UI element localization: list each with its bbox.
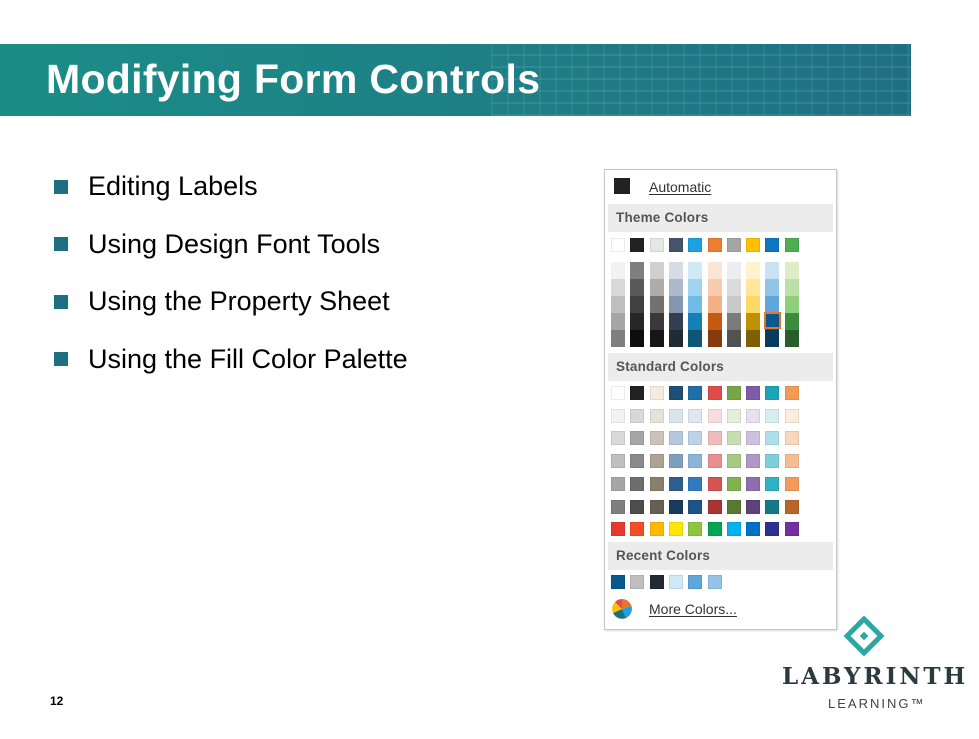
- bullet-text: Editing Labels: [88, 171, 258, 202]
- standard-color-swatch[interactable]: [708, 522, 722, 536]
- standard-color-swatch[interactable]: [785, 477, 799, 491]
- standard-color-swatch[interactable]: [611, 522, 625, 536]
- bullet-item: [54, 331, 408, 389]
- theme-shade-swatch[interactable]: [688, 296, 702, 313]
- theme-shade-swatch[interactable]: [630, 330, 644, 347]
- theme-shade-swatch[interactable]: [611, 330, 625, 347]
- standard-color-swatch[interactable]: [727, 477, 741, 491]
- standard-color-swatch[interactable]: [611, 500, 625, 514]
- selected-swatch-highlight: [764, 312, 781, 329]
- standard-color-swatch[interactable]: [688, 454, 702, 468]
- standard-colors-header: [608, 353, 833, 381]
- standard-color-swatch[interactable]: [785, 454, 799, 468]
- standard-color-swatch[interactable]: [688, 522, 702, 536]
- standard-color-swatch[interactable]: [746, 522, 760, 536]
- theme-shade-swatch[interactable]: [650, 330, 664, 347]
- automatic-color-option[interactable]: [605, 170, 836, 204]
- theme-shade-swatch[interactable]: [765, 279, 779, 296]
- recent-color-swatch[interactable]: [611, 575, 625, 589]
- maze-pattern: [491, 44, 911, 116]
- bullet-item: [54, 273, 408, 331]
- recent-color-swatch[interactable]: [669, 575, 683, 589]
- bullet-text: Using Design Font Tools: [88, 228, 381, 259]
- standard-color-swatch[interactable]: [630, 522, 644, 536]
- slide-title: Modifying Form Controls: [46, 56, 541, 102]
- standard-color-swatch[interactable]: [765, 431, 779, 445]
- recent-colors-label: Recent Colors: [616, 548, 711, 563]
- standard-color-swatch[interactable]: [630, 454, 644, 468]
- standard-color-swatch[interactable]: [650, 409, 664, 423]
- theme-color-swatch[interactable]: [611, 238, 625, 252]
- standard-color-swatch[interactable]: [746, 454, 760, 468]
- theme-shade-swatch[interactable]: [630, 313, 644, 330]
- standard-color-swatch[interactable]: [765, 409, 779, 423]
- color-wheel-icon: [612, 599, 632, 619]
- theme-colors-header: [608, 204, 833, 232]
- standard-color-swatch[interactable]: [708, 477, 722, 491]
- theme-shade-swatch[interactable]: [765, 330, 779, 347]
- automatic-label: Automatic: [649, 179, 712, 195]
- standard-color-swatch[interactable]: [746, 431, 760, 445]
- theme-shade-swatch[interactable]: [746, 279, 760, 296]
- bullet-square-icon: [54, 237, 68, 251]
- theme-color-swatch[interactable]: [727, 238, 741, 252]
- standard-color-swatch[interactable]: [688, 386, 702, 400]
- theme-shade-swatch[interactable]: [727, 279, 741, 296]
- standard-color-swatch[interactable]: [669, 431, 683, 445]
- standard-color-swatch[interactable]: [650, 522, 664, 536]
- bullet-text: Using the Fill Color Palette: [88, 343, 408, 374]
- theme-color-swatch[interactable]: [746, 238, 760, 252]
- theme-shade-swatch[interactable]: [688, 330, 702, 347]
- standard-color-swatch[interactable]: [611, 477, 625, 491]
- standard-color-swatch[interactable]: [727, 500, 741, 514]
- theme-color-swatch[interactable]: [708, 238, 722, 252]
- standard-color-swatch[interactable]: [785, 500, 799, 514]
- theme-shade-swatch[interactable]: [611, 296, 625, 313]
- recent-color-swatch[interactable]: [688, 575, 702, 589]
- theme-shade-swatch[interactable]: [611, 279, 625, 296]
- standard-color-swatch[interactable]: [669, 500, 683, 514]
- theme-shade-swatch[interactable]: [630, 262, 644, 279]
- standard-color-swatch[interactable]: [785, 431, 799, 445]
- recent-color-swatch[interactable]: [708, 575, 722, 589]
- standard-color-swatch[interactable]: [630, 431, 644, 445]
- standard-color-swatch[interactable]: [611, 431, 625, 445]
- theme-shade-swatch[interactable]: [785, 313, 799, 330]
- theme-shade-swatch[interactable]: [650, 296, 664, 313]
- bullet-square-icon: [54, 180, 68, 194]
- theme-color-swatch[interactable]: [650, 238, 664, 252]
- standard-color-swatch[interactable]: [765, 454, 779, 468]
- standard-color-swatch[interactable]: [688, 431, 702, 445]
- standard-color-swatch[interactable]: [727, 386, 741, 400]
- theme-shade-swatch[interactable]: [727, 330, 741, 347]
- standard-color-swatch[interactable]: [669, 454, 683, 468]
- theme-shade-swatch[interactable]: [785, 296, 799, 313]
- standard-color-swatch[interactable]: [708, 386, 722, 400]
- standard-color-swatch[interactable]: [765, 522, 779, 536]
- standard-color-swatch[interactable]: [765, 477, 779, 491]
- standard-color-swatch[interactable]: [669, 386, 683, 400]
- standard-color-swatch[interactable]: [611, 386, 625, 400]
- theme-shade-swatch[interactable]: [746, 330, 760, 347]
- standard-color-swatch[interactable]: [630, 500, 644, 514]
- standard-colors-label: Standard Colors: [616, 359, 725, 374]
- theme-color-swatch[interactable]: [630, 238, 644, 252]
- logo-name: LABYRINTH: [782, 663, 969, 690]
- theme-color-swatch[interactable]: [669, 238, 683, 252]
- theme-shade-swatch[interactable]: [785, 330, 799, 347]
- logo-tagline: LEARNING™: [828, 696, 926, 711]
- theme-shade-swatch[interactable]: [765, 296, 779, 313]
- standard-color-swatch[interactable]: [708, 500, 722, 514]
- title-bar: [0, 44, 911, 116]
- theme-shade-swatch[interactable]: [688, 262, 702, 279]
- theme-shade-swatch[interactable]: [669, 279, 683, 296]
- recent-color-swatch[interactable]: [650, 575, 664, 589]
- theme-shade-swatch[interactable]: [746, 262, 760, 279]
- standard-color-swatch[interactable]: [650, 500, 664, 514]
- automatic-swatch: [614, 178, 630, 194]
- theme-shade-swatch[interactable]: [708, 279, 722, 296]
- theme-shade-swatch[interactable]: [746, 313, 760, 330]
- theme-shade-swatch[interactable]: [669, 296, 683, 313]
- recent-color-swatch[interactable]: [630, 575, 644, 589]
- standard-color-swatch[interactable]: [785, 522, 799, 536]
- page-number: 12: [50, 694, 64, 708]
- standard-color-swatch[interactable]: [765, 386, 779, 400]
- theme-shade-swatch[interactable]: [611, 262, 625, 279]
- bullet-item: [54, 158, 408, 216]
- theme-shade-swatch[interactable]: [785, 262, 799, 279]
- theme-colors-label: Theme Colors: [616, 210, 709, 225]
- theme-shade-swatch[interactable]: [650, 279, 664, 296]
- recent-colors-header: [608, 542, 833, 570]
- standard-color-swatch[interactable]: [669, 409, 683, 423]
- theme-color-swatch[interactable]: [688, 238, 702, 252]
- standard-color-swatch[interactable]: [688, 409, 702, 423]
- theme-shade-swatch[interactable]: [669, 262, 683, 279]
- theme-shade-swatch[interactable]: [611, 313, 625, 330]
- theme-shade-swatch[interactable]: [746, 296, 760, 313]
- standard-color-swatch[interactable]: [785, 409, 799, 423]
- standard-color-swatch[interactable]: [708, 431, 722, 445]
- theme-shade-swatch[interactable]: [688, 279, 702, 296]
- standard-color-swatch[interactable]: [630, 477, 644, 491]
- theme-shade-swatch[interactable]: [765, 262, 779, 279]
- bullet-text: Using the Property Sheet: [88, 286, 390, 317]
- standard-color-swatch[interactable]: [727, 522, 741, 536]
- bullet-item: [54, 216, 408, 274]
- theme-shade-swatch[interactable]: [727, 262, 741, 279]
- standard-color-swatch[interactable]: [669, 477, 683, 491]
- standard-color-swatch[interactable]: [727, 431, 741, 445]
- standard-color-swatch[interactable]: [650, 477, 664, 491]
- standard-color-swatch[interactable]: [611, 409, 625, 423]
- standard-color-swatch[interactable]: [708, 409, 722, 423]
- theme-shade-swatch[interactable]: [669, 330, 683, 347]
- standard-color-swatch[interactable]: [785, 386, 799, 400]
- theme-shade-swatch[interactable]: [669, 313, 683, 330]
- theme-shade-swatch[interactable]: [708, 330, 722, 347]
- standard-color-swatch[interactable]: [688, 477, 702, 491]
- bullet-square-icon: [54, 352, 68, 366]
- more-colors-label: More Colors...: [649, 601, 737, 617]
- theme-shade-swatch[interactable]: [708, 262, 722, 279]
- fill-color-palette: [604, 169, 837, 630]
- standard-color-swatch[interactable]: [630, 386, 644, 400]
- theme-shade-swatch[interactable]: [708, 313, 722, 330]
- theme-shade-swatch[interactable]: [630, 279, 644, 296]
- standard-color-swatch[interactable]: [727, 409, 741, 423]
- theme-shade-swatch[interactable]: [688, 313, 702, 330]
- theme-shade-swatch[interactable]: [727, 313, 741, 330]
- standard-color-swatch[interactable]: [708, 454, 722, 468]
- bullet-list: [54, 158, 408, 388]
- standard-color-swatch[interactable]: [669, 522, 683, 536]
- standard-color-swatch[interactable]: [746, 386, 760, 400]
- theme-shade-swatch[interactable]: [785, 279, 799, 296]
- standard-color-swatch[interactable]: [650, 386, 664, 400]
- standard-color-swatch[interactable]: [746, 477, 760, 491]
- standard-color-swatch[interactable]: [630, 409, 644, 423]
- theme-shade-swatch[interactable]: [630, 296, 644, 313]
- theme-shade-swatch[interactable]: [650, 262, 664, 279]
- theme-shade-swatch[interactable]: [650, 313, 664, 330]
- theme-color-swatch[interactable]: [765, 238, 779, 252]
- standard-color-swatch[interactable]: [650, 454, 664, 468]
- theme-color-swatch[interactable]: [785, 238, 799, 252]
- standard-color-swatch[interactable]: [650, 431, 664, 445]
- standard-color-swatch[interactable]: [746, 500, 760, 514]
- standard-color-swatch[interactable]: [727, 454, 741, 468]
- bullet-square-icon: [54, 295, 68, 309]
- standard-color-swatch[interactable]: [688, 500, 702, 514]
- standard-color-swatch[interactable]: [611, 454, 625, 468]
- standard-color-swatch[interactable]: [746, 409, 760, 423]
- theme-shade-swatch[interactable]: [708, 296, 722, 313]
- theme-shade-swatch[interactable]: [727, 296, 741, 313]
- standard-color-swatch[interactable]: [765, 500, 779, 514]
